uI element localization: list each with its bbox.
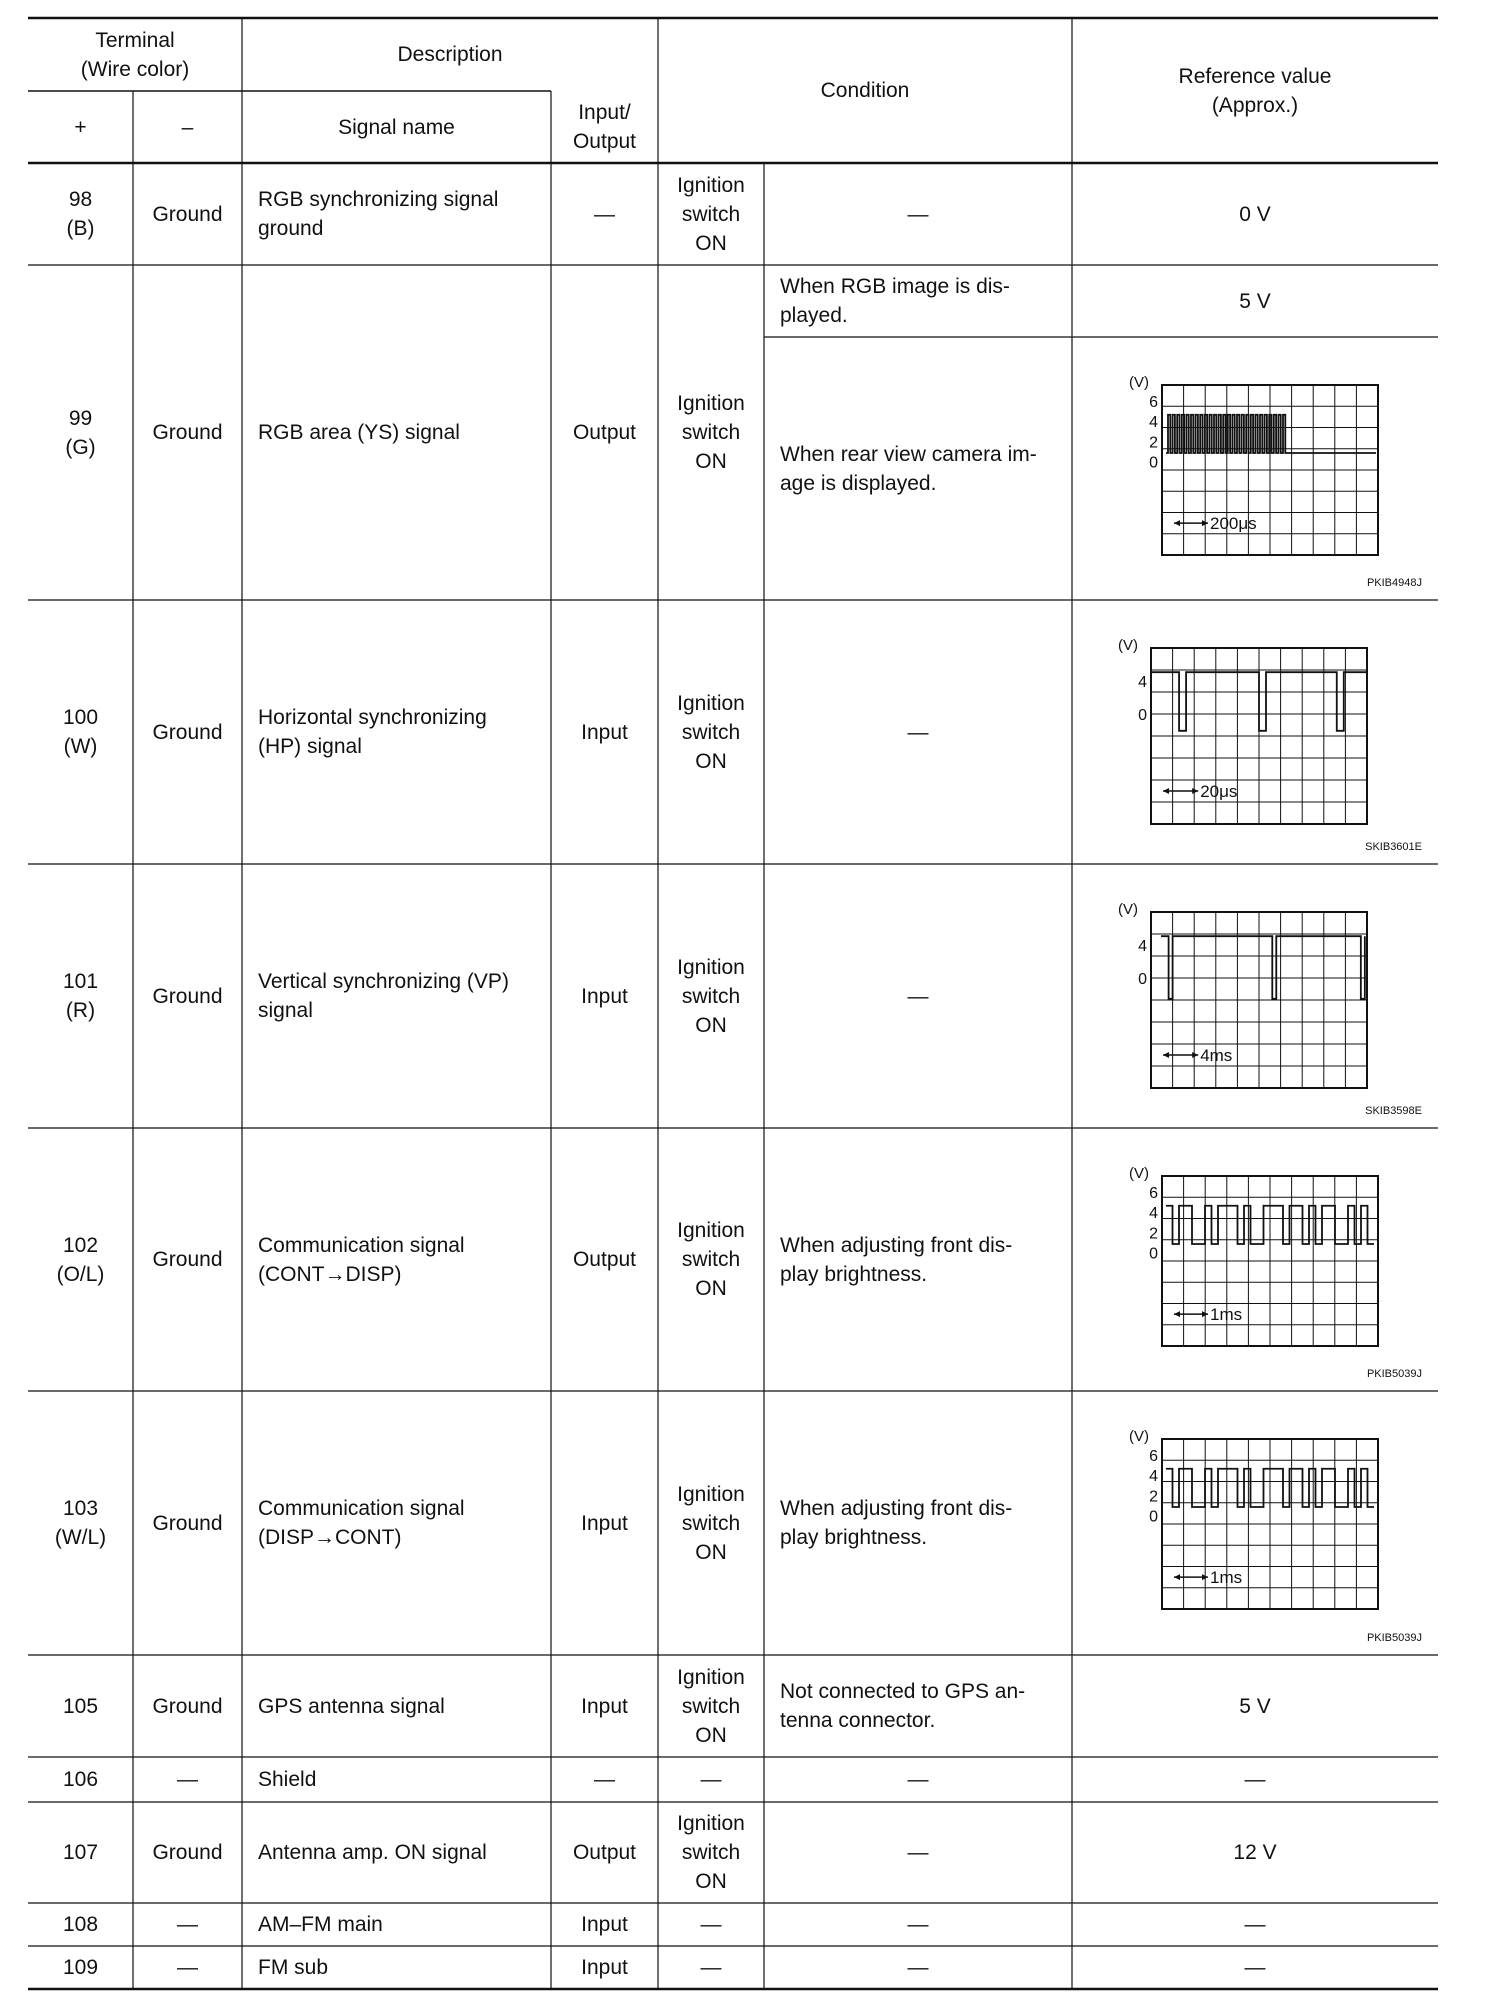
input-output: Output	[572, 1248, 637, 1271]
input-output: Input	[581, 984, 628, 1008]
oscilloscope-figure	[1118, 901, 1422, 1117]
scope-tick-label: 4	[1138, 938, 1147, 955]
signal-name: Horizontal synchronizing (HP) signal	[258, 706, 487, 758]
wire-minus: Ground	[152, 1511, 223, 1535]
scope-unit-label: (V)	[1118, 901, 1138, 918]
oscilloscope-figure	[1129, 1165, 1422, 1380]
header-plus: +	[74, 115, 87, 139]
scope-timebase-arrow	[1174, 520, 1180, 526]
scope-tick-label: 4	[1149, 1205, 1158, 1223]
wire-minus: Ground	[152, 720, 223, 744]
input-output: —	[594, 202, 615, 226]
scope-unit-label: (V)	[1129, 374, 1149, 391]
wire-minus: —	[177, 1768, 198, 1791]
scope-timebase-label: 4ms	[1200, 1046, 1233, 1065]
condition-detail: —	[907, 1768, 929, 1791]
condition-detail: —	[907, 1956, 929, 1979]
scope-timebase-label: 1ms	[1210, 1568, 1243, 1588]
scope-timebase-label: 1ms	[1210, 1305, 1243, 1325]
condition-detail: —	[907, 202, 929, 226]
scope-timebase-arrow	[1163, 788, 1169, 794]
terminal-number: 109	[62, 1956, 99, 1979]
terminal-number: 103 (W/L)	[54, 1497, 107, 1549]
condition-detail: —	[907, 720, 929, 744]
ignition-condition: Ignition switch ON	[677, 1482, 745, 1564]
signal-name: Communication signal (DISP→CONT)	[258, 1497, 465, 1549]
scope-timebase-arrow	[1192, 788, 1198, 794]
reference-value: —	[1244, 1913, 1266, 1936]
signal-name: AM–FM main	[258, 1913, 383, 1936]
scope-tick-label: 0	[1149, 1245, 1158, 1263]
figure-code: SKIB3598E	[1365, 1105, 1422, 1117]
scope-tick-label: 2	[1149, 434, 1158, 452]
signal-name: Shield	[258, 1768, 317, 1791]
input-output: Input	[581, 1511, 628, 1535]
ignition-condition: —	[700, 1768, 722, 1791]
reference-value: —	[1244, 1956, 1266, 1979]
condition-detail: When RGB image is dis- played.	[780, 275, 1010, 327]
input-output: Input	[581, 1913, 628, 1936]
scope-timebase-arrow	[1192, 1052, 1198, 1058]
scope-tick-label: 4	[1149, 1468, 1158, 1486]
ignition-condition: Ignition switch ON	[677, 1219, 745, 1300]
ignition-condition: Ignition switch ON	[677, 1665, 745, 1747]
scope-tick-label: 0	[1149, 454, 1158, 472]
condition-detail: —	[907, 1913, 929, 1936]
ignition-condition: Ignition switch ON	[677, 173, 745, 255]
signal-name: Antenna amp. ON signal	[258, 1841, 487, 1864]
condition-detail: When adjusting front dis- play brightness.	[780, 1233, 1013, 1286]
scope-waveform	[1166, 415, 1376, 453]
scope-tick-label: 6	[1149, 393, 1158, 411]
scope-tick-label: 2	[1149, 1225, 1158, 1243]
wire-minus: Ground	[152, 1694, 223, 1718]
ignition-condition: —	[700, 1956, 722, 1979]
wire-minus: Ground	[152, 421, 223, 444]
scope-tick-label: 0	[1149, 1508, 1158, 1526]
scope-tick-label: 0	[1138, 707, 1147, 724]
wire-minus: —	[177, 1913, 198, 1936]
terminal-number: 100 (W)	[62, 706, 99, 758]
input-output: —	[594, 1768, 615, 1791]
wire-minus: Ground	[152, 984, 223, 1008]
ignition-condition: Ignition switch ON	[677, 955, 745, 1037]
condition-detail: —	[907, 1841, 929, 1864]
scope-unit-label: (V)	[1118, 637, 1138, 654]
wire-minus: Ground	[152, 1841, 223, 1864]
condition-detail: Not connected to GPS an- tenna connector.	[780, 1680, 1026, 1732]
signal-name: Vertical synchronizing (VP) signal	[258, 970, 509, 1022]
ignition-condition: Ignition switch ON	[677, 1812, 745, 1893]
signal-name: GPS antenna signal	[258, 1694, 445, 1718]
oscilloscope-figure	[1129, 374, 1422, 589]
input-output: Input	[581, 720, 628, 744]
scope-timebase-arrow	[1163, 1052, 1169, 1058]
wire-minus: Ground	[152, 1248, 223, 1271]
scope-unit-label: (V)	[1129, 1428, 1149, 1445]
scope-timebase-arrow	[1174, 1574, 1180, 1580]
scope-waveform	[1151, 672, 1367, 731]
terminal-number: 107	[62, 1841, 99, 1864]
scope-timebase-arrow	[1174, 1311, 1180, 1317]
terminal-number: 108	[62, 1913, 99, 1936]
reference-value: 0 V	[1239, 202, 1271, 226]
reference-value: —	[1244, 1768, 1266, 1791]
figure-code: PKIB5039J	[1366, 1368, 1422, 1380]
reference-value: 5 V	[1239, 1694, 1271, 1718]
terminal-number: 99 (G)	[65, 406, 96, 459]
scope-tick-label: 6	[1149, 1184, 1158, 1202]
terminal-number: 98 (B)	[66, 188, 95, 240]
scope-tick-label: 4	[1149, 414, 1158, 432]
signal-name: RGB area (YS) signal	[258, 421, 460, 444]
terminal-number: 105	[62, 1694, 99, 1718]
ignition-condition: Ignition switch ON	[677, 691, 745, 773]
terminal-number: 102 (O/L)	[56, 1233, 105, 1286]
input-output: Output	[572, 1841, 637, 1864]
scope-unit-label: (V)	[1129, 1165, 1149, 1182]
oscilloscope-figure	[1129, 1428, 1422, 1644]
scope-waveform	[1161, 936, 1365, 999]
wire-minus: —	[177, 1956, 198, 1979]
reference-value: 12 V	[1233, 1841, 1277, 1864]
header-terminal: Terminal (Wire color)	[80, 28, 190, 81]
signal-name: RGB synchronizing signal ground	[258, 188, 499, 240]
figure-code: SKIB3601E	[1365, 841, 1422, 853]
signal-name: Communication signal (CONT→DISP)	[258, 1233, 465, 1286]
scope-timebase-label: 20μs	[1200, 782, 1238, 801]
ignition-condition: —	[700, 1913, 722, 1936]
header-signal-name: Signal name	[338, 115, 455, 139]
scope-tick-label: 6	[1149, 1447, 1158, 1465]
header-condition: Condition	[820, 79, 910, 102]
oscilloscope-figure	[1118, 637, 1422, 853]
scope-tick-label: 4	[1138, 674, 1147, 691]
input-output: Input	[581, 1956, 628, 1979]
header-input-output: Input/ Output	[572, 101, 637, 153]
ignition-condition: Ignition switch ON	[677, 392, 745, 473]
condition-detail: When rear view camera im- age is displayed.	[780, 442, 1037, 495]
header-reference-value: Reference value (Approx.)	[1178, 64, 1332, 117]
condition-detail: —	[907, 984, 929, 1008]
terminal-number: 106	[62, 1768, 99, 1791]
reference-value: 5 V	[1239, 289, 1271, 313]
wire-minus: Ground	[152, 202, 223, 226]
scope-tick-label: 2	[1149, 1488, 1158, 1506]
input-output: Output	[572, 421, 637, 444]
condition-detail: When adjusting front dis- play brightness.	[780, 1497, 1013, 1549]
input-output: Input	[581, 1694, 628, 1718]
terminal-number: 101 (R)	[62, 970, 99, 1022]
scope-tick-label: 0	[1138, 971, 1147, 988]
figure-code: PKIB5039J	[1366, 1632, 1422, 1644]
figure-code: PKIB4948J	[1366, 577, 1422, 589]
header-description: Description	[397, 43, 503, 66]
header-minus: –	[181, 115, 194, 139]
scope-timebase-label: 200μs	[1210, 514, 1257, 534]
signal-name: FM sub	[258, 1956, 329, 1979]
